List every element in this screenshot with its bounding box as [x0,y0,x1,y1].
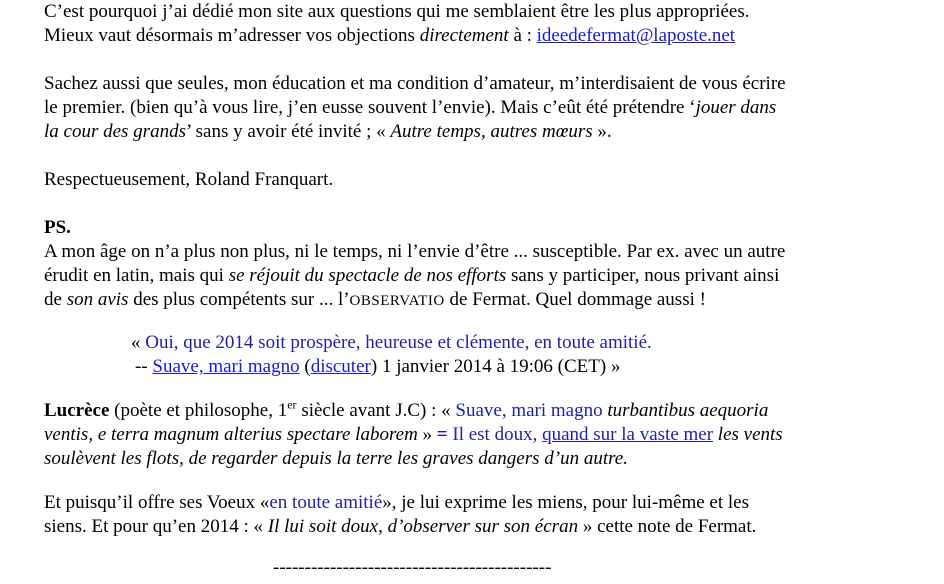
quote-open: « [131,332,146,353]
p1-line2 [44,24,735,48]
ps-title [44,216,71,240]
p2-line3 [44,120,612,144]
ps-line2-text-b: sans y participer, nous privant ainsi [506,265,780,286]
p1-line2-text: Mieux vaut désormais m’adresser vos objections [44,25,420,46]
ps-line2-text: érudit en latin, mais qui [44,265,229,286]
french-a: Il est doux, [447,424,543,445]
ps-emphasis: se réjouit du spectacle de nos efforts [228,265,507,286]
paren-open: ( [299,356,311,377]
latin-quote-a: Suave, mari magno [455,400,603,421]
p2-line2-text: le premier. (bien qu’à vous lire, j’en eusse souvent l’envie). Mais c’eût été prétendre ‘ [44,97,696,118]
author-link[interactable]: Suave, mari magno [152,356,300,377]
p2-line3-close: ». [592,121,612,142]
lucrece-sup: er [287,397,297,412]
p2-line3-text: ’ sans y avoir été invité ; « [185,121,391,142]
lucrece-desc: (poète et philosophe, 1 [109,400,288,421]
final-line2 [44,515,756,539]
paren-close: ) [370,356,378,377]
lucrece-line1 [44,399,768,423]
lucrece-line3 [44,447,628,471]
french-d: soulèvent les flots, de regarder depuis la terre les graves dangers d’un autre. [44,448,628,469]
french-c: les vents [713,424,783,445]
final-line2-text: siens. Et pour qu’en 2014 : « [44,516,268,537]
final-line1-text: Et puisqu’il offre ses Voeux « [44,492,270,513]
quote-line2 [135,355,620,379]
observatio-smallcaps: OBSERVATIO [349,293,445,309]
final-line2-text-b: » cette note de Fermat. [578,516,757,537]
latin-close: » [417,424,437,445]
p2-line2 [44,96,776,120]
signature: Respectueusement, Roland Franquart. [44,169,334,190]
quote-dash: -- [135,356,153,377]
p1-line2-text-b: à : [508,25,537,46]
ps-line1: A mon âge on n’a plus non plus, ni le temps, ni l’envie d’être ... susceptible. Par ex. avec un autre [44,241,786,262]
ps-line2 [44,264,779,288]
quote-date: 1 janvier 2014 à 19:06 (CET) » [377,356,621,377]
quote-text: Oui, que 2014 soit prospère, heureuse et clémente, en toute amitié. [145,332,652,353]
latin-quote-b: turbantibus aequoria [602,400,769,421]
final-line1 [44,491,749,515]
lucrece-desc-b: siècle avant J.C) : « [296,400,456,421]
lucrece-name: Lucrèce [44,400,110,421]
p2-line1: Sachez aussi que seules, mon éducation et ma condition d’amateur, m’interdisaient de vous écrire [44,73,786,94]
ps-line3-text: de [44,289,67,310]
latin-quote-c: ventis, e terra magnum alterius spectare laborem [44,424,418,445]
french-b: quand sur la vaste mer [542,424,714,445]
ps-line3-text-b: des plus compétents sur ... l’ [128,289,350,310]
ps-line3 [44,288,706,313]
p1-emphasis: directement [419,25,509,46]
final-line1-text-b: », je lui exprime les miens, pour lui-même et les [382,492,749,513]
lucrece-line2 [44,423,783,447]
p1-line1: C’est pourquoi j’ai dédié mon site aux questions qui me semblaient être les plus appropriées. [44,1,750,22]
final-emphasis: Il lui soit doux, d’observer sur son écran [267,516,579,537]
p2-emphasis-cont: la cour des grands [44,121,186,142]
amitie-text: en toute amitié [269,492,383,513]
ps-emphasis-2: son avis [66,289,129,310]
ps-line3-text-c: de Fermat. Quel dommage aussi ! [444,289,706,310]
separator-line: -------------------------------------------- [273,557,552,578]
quote-line1 [131,331,652,355]
p2-proverb: Autre temps, autres mœurs [390,121,593,142]
p2-emphasis: jouer dans [695,97,777,118]
discuss-link[interactable]: discuter [310,356,371,377]
email-link[interactable]: ideedefermat@laposte.net [536,25,736,46]
ps-title-text: PS. [44,217,71,238]
equals-sign: = [436,424,448,445]
